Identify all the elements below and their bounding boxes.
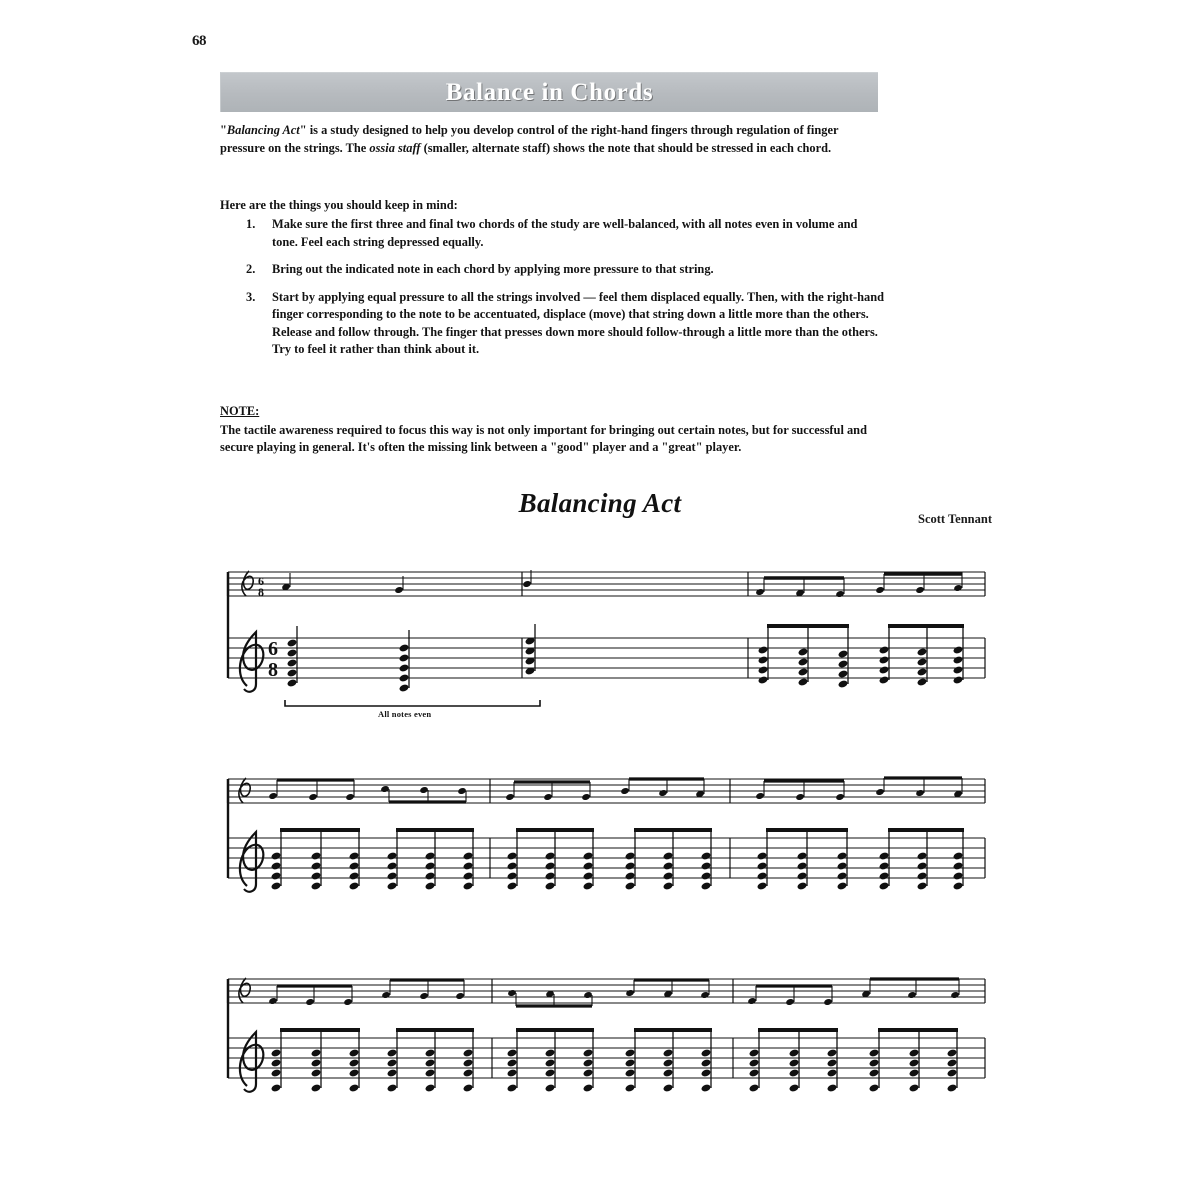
- page-number: 68: [192, 33, 206, 49]
- chord: [287, 638, 298, 687]
- main-staff-3: [228, 1038, 985, 1078]
- intro-paragraph: "Balancing Act" is a study designed to help you develop control of the right-hand fingers through regulation of finger pressure on the strings. The ossia staff (smaller, alternate staff) shows the note that should be stressed in each chord.: [220, 123, 839, 155]
- ossia-notes-3: [268, 989, 960, 1006]
- ossia-beams-1: [764, 574, 962, 578]
- section-title: Balance in Chords: [445, 78, 654, 106]
- list-lead-in: Here are the things you should keep in mind:: [220, 198, 458, 212]
- ossia-staff-2: [228, 779, 985, 803]
- ossia-notes-1: [281, 580, 963, 598]
- chord: [525, 636, 536, 675]
- main-treble-clef: [240, 632, 263, 692]
- ossia-beams-2: [277, 778, 962, 802]
- chord: [399, 643, 410, 692]
- main-chords-2: [271, 830, 964, 891]
- ossia-stems-3: [277, 979, 959, 1006]
- main-staff-1: [228, 638, 985, 678]
- ossia-time-sig-bottom: 8: [258, 585, 264, 599]
- ossia-staff-3: [228, 979, 985, 1003]
- ossia-notes-2: [268, 785, 963, 801]
- list-item-marker: 1.: [246, 217, 256, 231]
- ossia-time-sig-top: 6: [258, 574, 264, 588]
- ossia-stems-1: [290, 570, 962, 594]
- ossia-treble-clef: [239, 778, 250, 803]
- system-1-group: [228, 570, 985, 706]
- ossia-beams-3: [277, 979, 959, 1006]
- list-item-text: Make sure the first three and final two chords of the study are well-balanced, with all notes even in volume and tone. Feel each string depressed equally.: [272, 217, 858, 249]
- section-header-banner: [220, 72, 878, 112]
- score-title: Balancing Act: [518, 488, 682, 518]
- caption-all-notes-even: All notes even: [378, 709, 432, 719]
- main-treble-clef: [240, 1032, 263, 1092]
- note-text: The tactile awareness required to focus this way is not only important for bringing out certain notes, but for successful and secure playing in general. It's often the missing link between a "good" player and a "great" player.: [220, 422, 867, 454]
- main-staff-2: [228, 838, 985, 878]
- ossia-stems-2: [277, 778, 962, 802]
- list-item-text: Start by applying equal pressure to all the strings involved — feel them displaced equally. Then, with the right-hand finger corresponding to the note to be accentuated, displace (move) that string down a little more than the others. Release and follow through. The finger that presses down more should follow-through a little more than the others. Try to feel it rather than think about it.: [272, 289, 885, 356]
- list-item: [240, 261, 885, 279]
- list-item-marker: 3.: [246, 289, 256, 304]
- ossia-treble-clef: [239, 978, 250, 1003]
- main-chords-3: [271, 1030, 958, 1093]
- all-notes-even-bracket: [285, 700, 540, 706]
- ossia-staff-1: [228, 572, 985, 596]
- main-time-sig-top: 6: [268, 638, 278, 660]
- score-composer: Scott Tennant: [918, 512, 992, 526]
- list-item-text: Bring out the indicated note in each chord by applying more pressure to that string.: [272, 262, 714, 276]
- beamed-chord-group: [758, 626, 849, 689]
- note-heading: NOTE:: [220, 404, 260, 418]
- instructions-list: [240, 216, 885, 369]
- beamed-chord-group: [879, 626, 964, 687]
- main-time-sig-bottom: 8: [268, 659, 278, 681]
- list-item-marker: 2.: [246, 262, 256, 276]
- ossia-treble-clef: [242, 571, 253, 596]
- list-item: [240, 289, 885, 359]
- main-treble-clef: [240, 832, 263, 892]
- note-block: [220, 403, 880, 457]
- list-item: [240, 216, 885, 251]
